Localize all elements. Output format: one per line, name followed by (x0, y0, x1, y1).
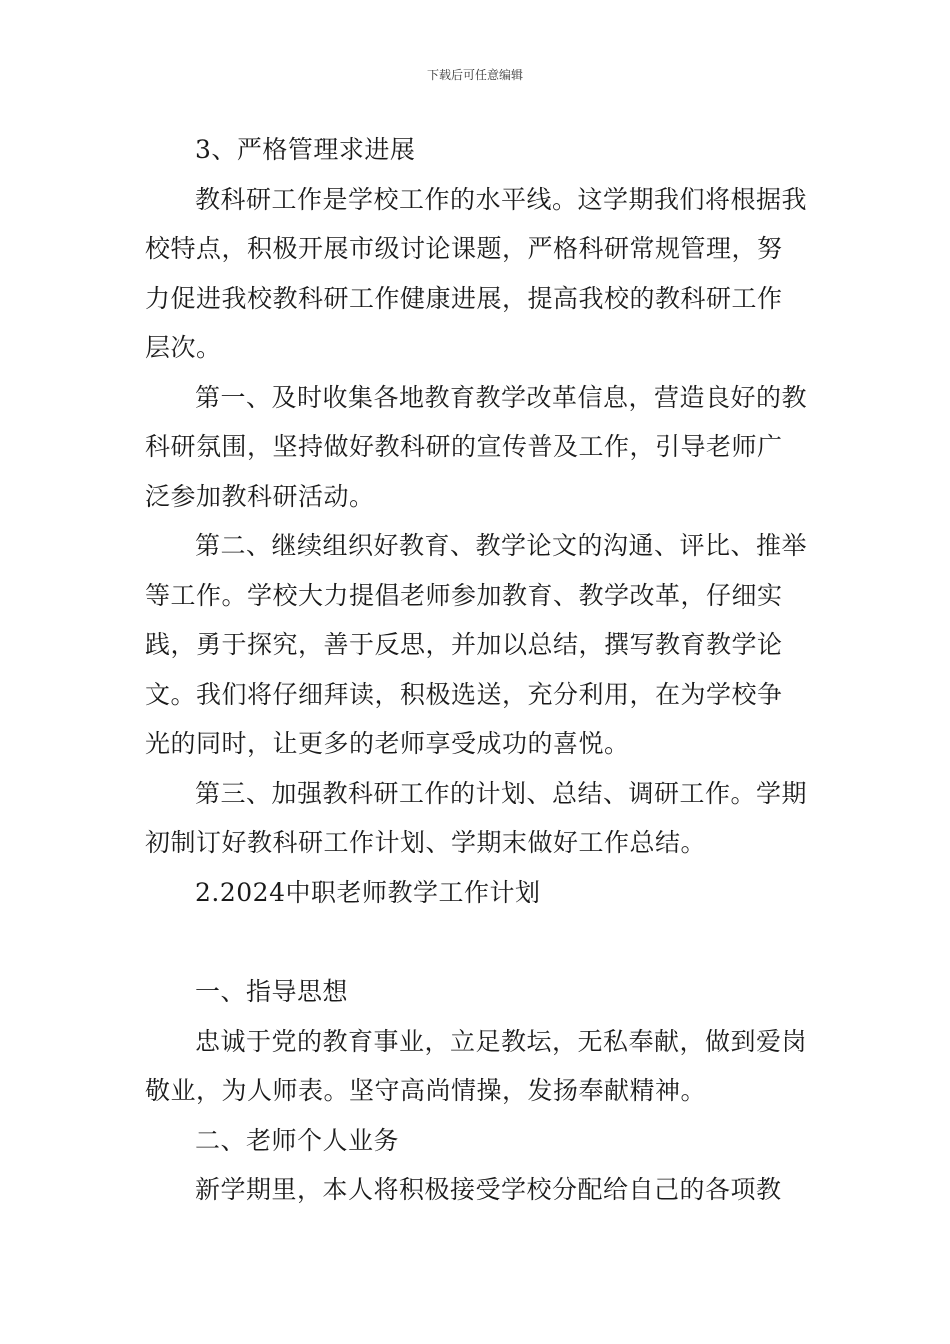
section-heading: 一、指导思想 (195, 977, 349, 1006)
paragraph: 忠诚于党的教育事业，立足教坛，无私奉献，做到爱岗敬业，为人师表。坚守高尚情操，发扬奉献精神。 (145, 1026, 808, 1105)
section-heading: 二、老师个人业务 (195, 1125, 400, 1155)
paragraph: 第二、继续组织好教育、教学论文的沟通、评比、推举等工作。学校大力提倡老师参加教育、教学改革，仔细实践，勇于探究，善于反思，并加以总结，撰写教育教学论文。我们将仔细拜读，积极选送，充分利用，在为学校争光的同时，让更多的老师享受成功的喜悦。 (145, 531, 808, 758)
paragraph: 第三、加强教科研工作的计划、总结、调研工作。学期初制订好教科研工作计划、学期末做好工作总结。 (145, 778, 808, 857)
page-header: 下载后可任意编辑 (426, 68, 523, 82)
spacer (145, 917, 807, 967)
section-heading: 3、严格管理求进展 (195, 135, 416, 164)
document-body (145, 125, 807, 1215)
paragraph: 教科研工作是学校工作的水平线。这学期我们将根据我校特点，积极开展市级讨论课题，严格科研常规管理，努力促进我校教科研工作健康进展，提高我校的教科研工作层次。 (145, 184, 808, 362)
paragraph: 第一、及时收集各地教育教学改革信息，营造良好的教科研氛围，坚持做好教科研的宣传普及工作，引导老师广泛参加教科研活动。 (145, 382, 808, 511)
paragraph: 新学期里，本人将积极接受学校分配给自己的各项教 (195, 1175, 782, 1204)
document-title: 2.2024中职老师教学工作计划 (195, 877, 541, 907)
